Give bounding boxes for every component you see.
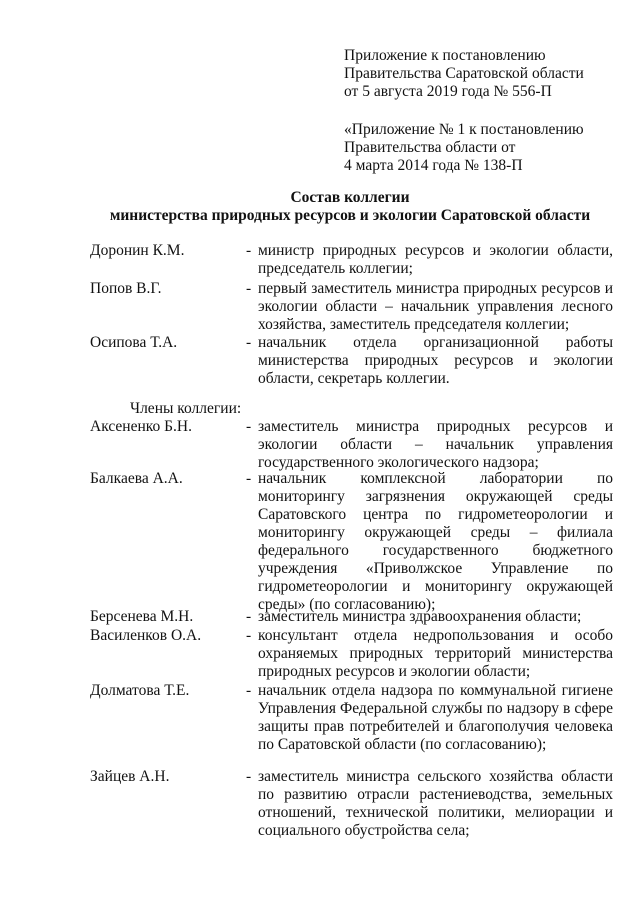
member-position: консультант отдела недропользования и особо охраняемых природных территорий министерства природных ресурсов и экологии области; <box>258 627 613 680</box>
appendix-line: 4 марта 2014 года № 138-П <box>344 157 523 174</box>
member-position: заместитель министра здравоохранения области; <box>258 608 582 625</box>
member-position: начальник комплексной лаборатории по мониторингу загрязнения окружающей среды Саратовского центра по гидрометеорологии и мониторингу окружающей среды – филиала федерального государственного бюджетного учреждения «Приволжское Управление по гидрометеорологии и мониторингу окружающей среды» (по согласованию); <box>258 470 613 613</box>
member-position: начальник отдела организационной работы министерства природных ресурсов и экологии области, секретарь коллегии. <box>258 334 613 387</box>
member-name: Берсенева М.Н. <box>90 608 194 625</box>
dash: - <box>246 608 252 625</box>
document-subtitle: министерства природных ресурсов и экологии Саратовской области <box>109 207 591 224</box>
member-name: Осипова Т.А. <box>90 334 178 351</box>
dash: - <box>246 470 252 487</box>
member-position: заместитель министра природных ресурсов и экологии области – начальник управления государственного экологического надзора; <box>258 418 613 471</box>
member-name: Долматова Т.Е. <box>90 682 190 699</box>
appendix-line: Правительства области от <box>344 139 516 156</box>
appendix-line: Приложение к постановлению <box>344 47 546 64</box>
dash: - <box>246 418 252 435</box>
dash: - <box>246 768 252 785</box>
member-position: первый заместитель министра природных ресурсов и экологии области – начальник управления лесного хозяйства, заместитель председателя коллегии; <box>258 280 613 333</box>
dash: - <box>246 280 252 297</box>
document-title: Состав коллегии <box>290 189 410 206</box>
member-name: Попов В.Г. <box>90 280 162 297</box>
member-name: Балкаева А.А. <box>90 470 183 487</box>
member-name: Доронин К.М. <box>90 242 185 259</box>
appendix-line: от 5 августа 2019 года № 556-П <box>344 83 552 100</box>
appendix-line: Правительства Саратовской области <box>344 65 584 82</box>
member-position: начальник отдела надзора по коммунальной гигиене Управления Федеральной службы по надзору в сфере защиты прав потребителей и благополучия человека по Саратовской области (по согласованию); <box>258 682 613 753</box>
member-name: Василенков О.А. <box>90 627 202 644</box>
dash: - <box>246 334 252 351</box>
members-label: Члены коллегии: <box>130 400 242 417</box>
member-position: заместитель министра сельского хозяйства области по развитию отрасли растениеводства, земельных отношений, технической политики, мелиорации и социального обустройства села; <box>258 768 613 839</box>
dash: - <box>246 242 252 259</box>
dash: - <box>246 627 252 644</box>
member-name: Зайцев А.Н. <box>90 768 170 785</box>
member-position: министр природных ресурсов и экологии области, председатель коллегии; <box>258 242 613 277</box>
dash: - <box>246 682 252 699</box>
appendix-line: «Приложение № 1 к постановлению <box>344 121 584 138</box>
member-name: Аксененко Б.Н. <box>90 418 192 435</box>
